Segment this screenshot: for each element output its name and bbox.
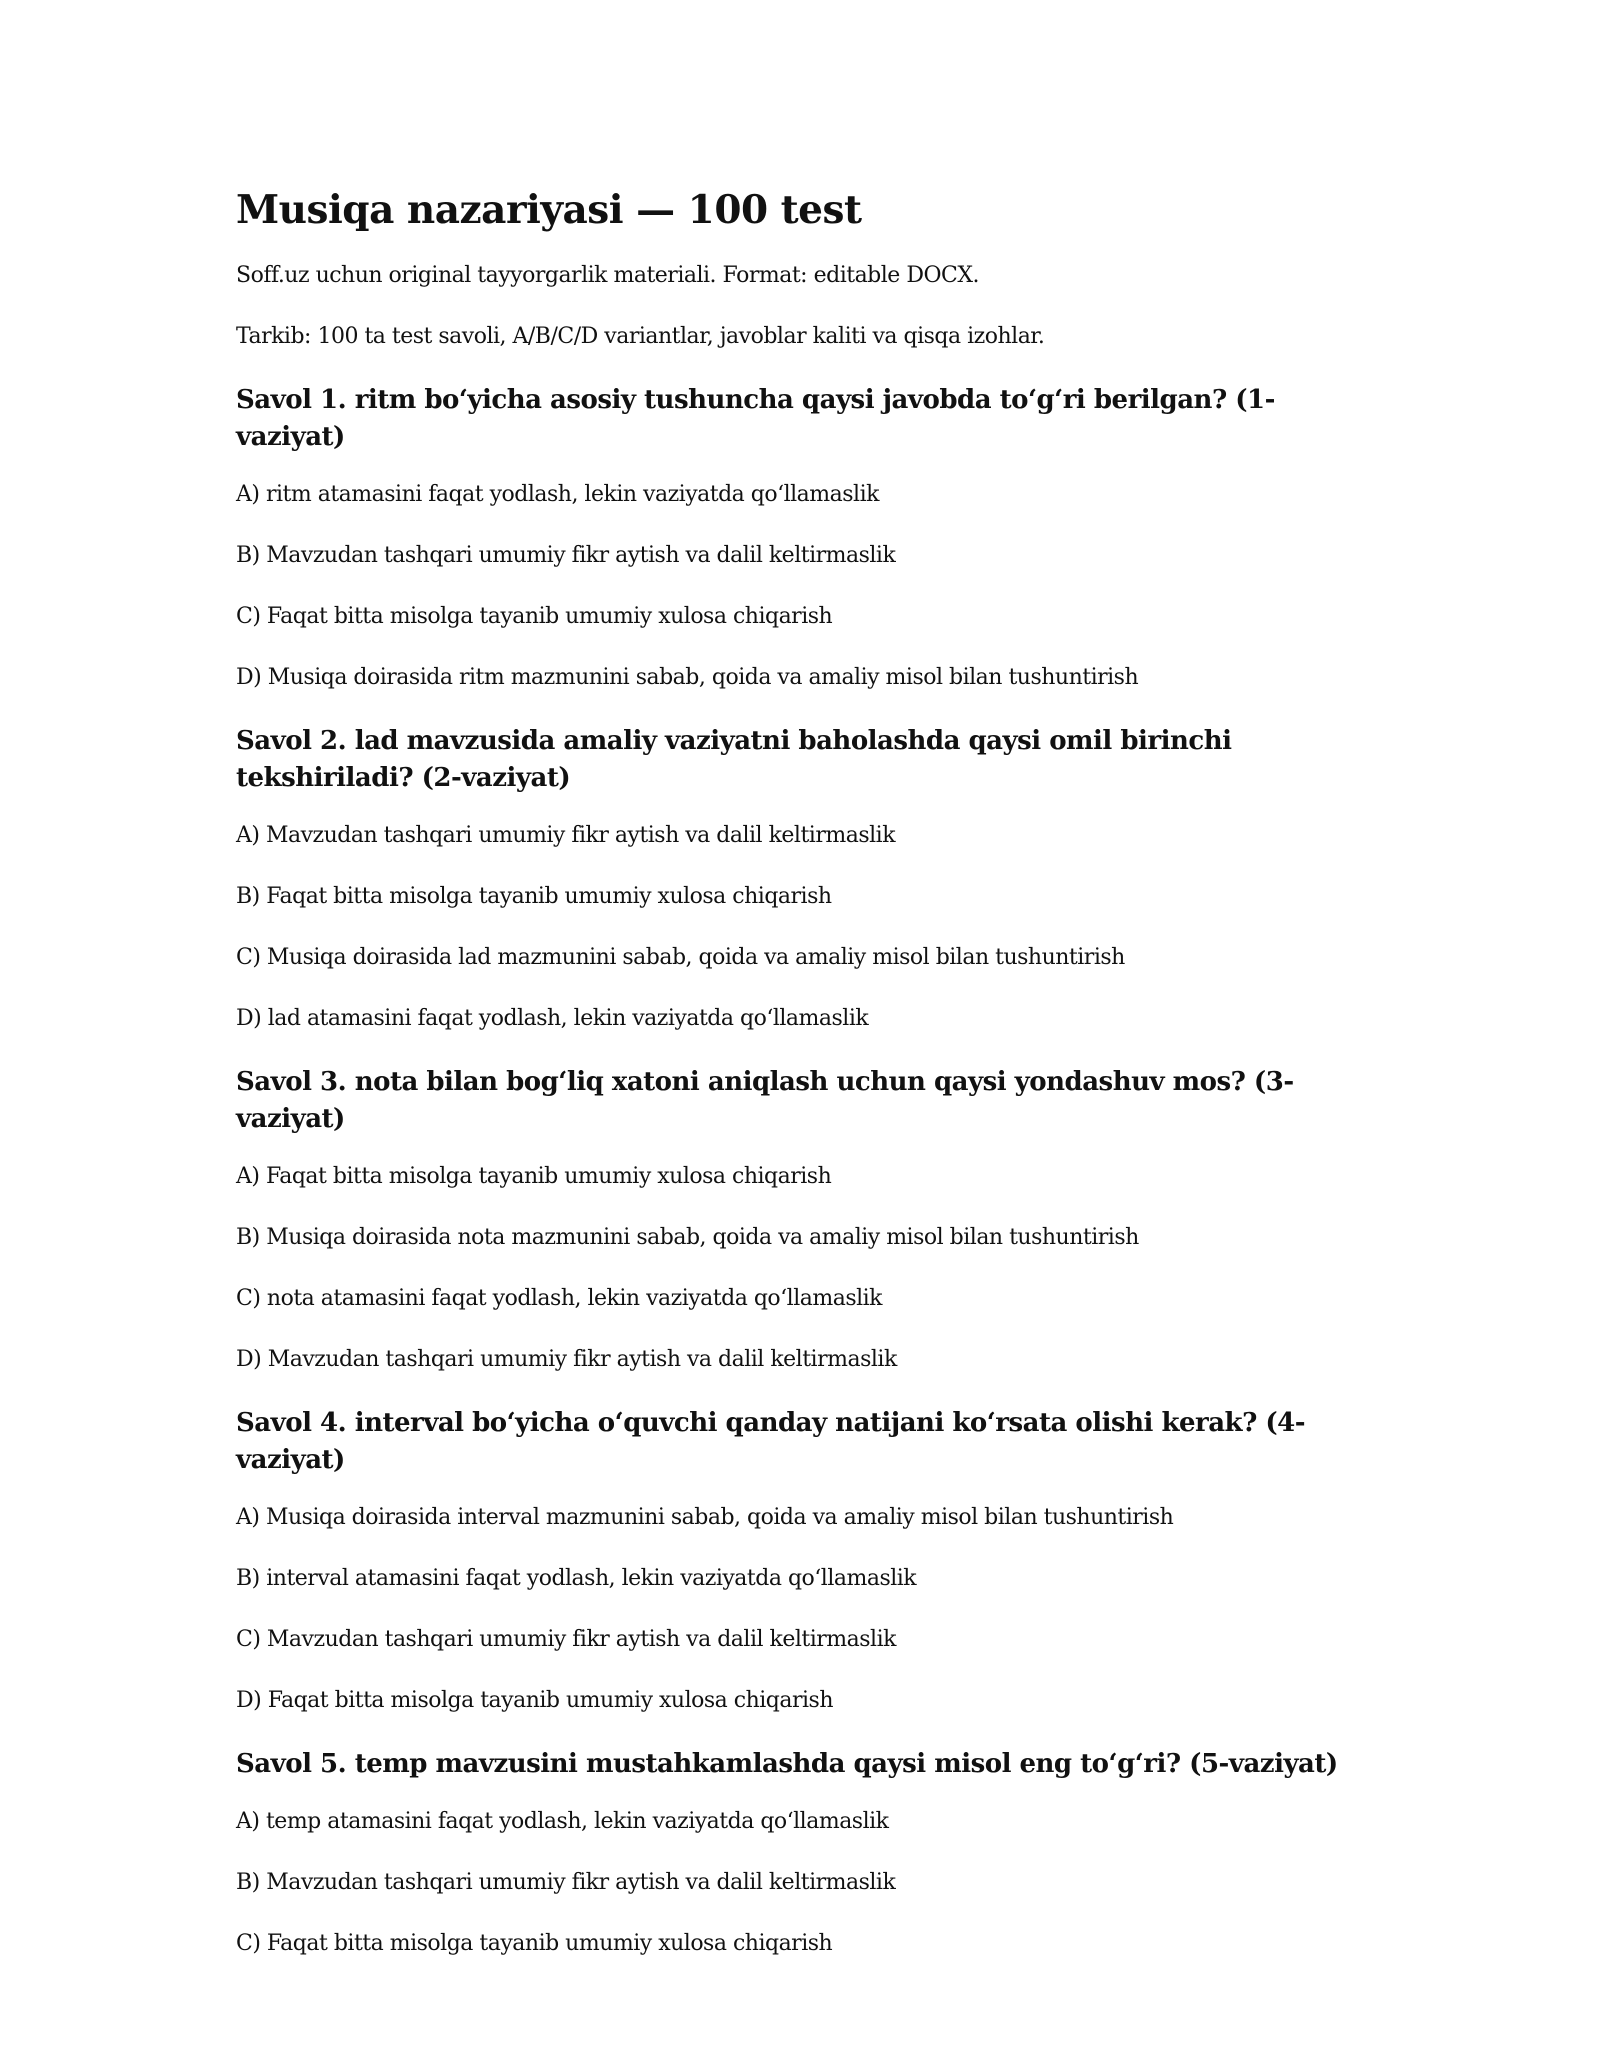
question-text: Savol 3. nota bilan bog‘liq xatoni aniqlash uchun qaysi yondashuv mos? (3-vaziyat) [236, 1067, 1294, 1134]
question-text: Savol 2. lad mavzusida amaliy vaziyatni baholashda qaysi omil birinchi tekshiriladi? (2-vaziyat) [236, 726, 1232, 793]
answer-option: B) Mavzudan tashqari umumiy fikr aytish va dalil keltirmaslik [236, 1870, 896, 1895]
answer-option: D) lad atamasini faqat yodlash, lekin vaziyatda qo‘llamaslik [236, 1006, 869, 1031]
question-text: Savol 5. temp mavzusini mustahkamlashda qaysi misol eng to‘g‘ri? (5-vaziyat) [236, 1749, 1338, 1779]
answer-option: D) Faqat bitta misolga tayanib umumiy xulosa chiqarish [236, 1688, 834, 1713]
answer-option: A) Faqat bitta misolga tayanib umumiy xulosa chiqarish [236, 1164, 832, 1189]
answer-option: C) Faqat bitta misolga tayanib umumiy xulosa chiqarish [236, 604, 833, 629]
document-title: Musiqa nazariyasi — 100 test [236, 187, 862, 233]
answer-option: B) interval atamasini faqat yodlash, lekin vaziyatda qo‘llamaslik [236, 1566, 917, 1591]
answer-option: C) Musiqa doirasida lad mazmunini sabab, qoida va amaliy misol bilan tushuntirish [236, 945, 1125, 970]
answer-option: C) nota atamasini faqat yodlash, lekin vaziyatda qo‘llamaslik [236, 1286, 883, 1311]
answer-option: A) Musiqa doirasida interval mazmunini sabab, qoida va amaliy misol bilan tushuntirish [236, 1505, 1174, 1530]
question-text: Savol 1. ritm bo‘yicha asosiy tushuncha qaysi javobda to‘g‘ri berilgan? (1-vaziyat) [236, 385, 1275, 452]
document-page [236, 180, 1376, 1989]
intro-paragraph: Tarkib: 100 ta test savoli, A/B/C/D variantlar, javoblar kaliti va qisqa izohlar. [236, 324, 1045, 349]
answer-option: A) Mavzudan tashqari umumiy fikr aytish va dalil keltirmaslik [236, 823, 896, 848]
answer-option: B) Musiqa doirasida nota mazmunini sabab, qoida va amaliy misol bilan tushuntirish [236, 1225, 1139, 1250]
question-block [236, 723, 1376, 1035]
intro-paragraph: Soff.uz uchun original tayyorgarlik materiali. Format: editable DOCX. [236, 263, 979, 288]
answer-option: C) Mavzudan tashqari umumiy fikr aytish va dalil keltirmaslik [236, 1627, 896, 1652]
answer-option: D) Musiqa doirasida ritm mazmunini sabab, qoida va amaliy misol bilan tushuntirish [236, 665, 1139, 690]
question-block [236, 382, 1376, 694]
question-block [236, 1746, 1376, 1960]
answer-option: A) ritm atamasini faqat yodlash, lekin vaziyatda qo‘llamaslik [236, 482, 879, 507]
answer-option: B) Mavzudan tashqari umumiy fikr aytish va dalil keltirmaslik [236, 543, 896, 568]
question-block [236, 1405, 1376, 1717]
answer-option: D) Mavzudan tashqari umumiy fikr aytish va dalil keltirmaslik [236, 1347, 897, 1372]
answer-option: A) temp atamasini faqat yodlash, lekin vaziyatda qo‘llamaslik [236, 1809, 889, 1834]
question-block [236, 1064, 1376, 1376]
answer-option: B) Faqat bitta misolga tayanib umumiy xulosa chiqarish [236, 884, 832, 909]
answer-option: C) Faqat bitta misolga tayanib umumiy xulosa chiqarish [236, 1931, 833, 1956]
question-text: Savol 4. interval bo‘yicha o‘quvchi qanday natijani ko‘rsata olishi kerak? (4-vaziyat) [236, 1408, 1306, 1475]
